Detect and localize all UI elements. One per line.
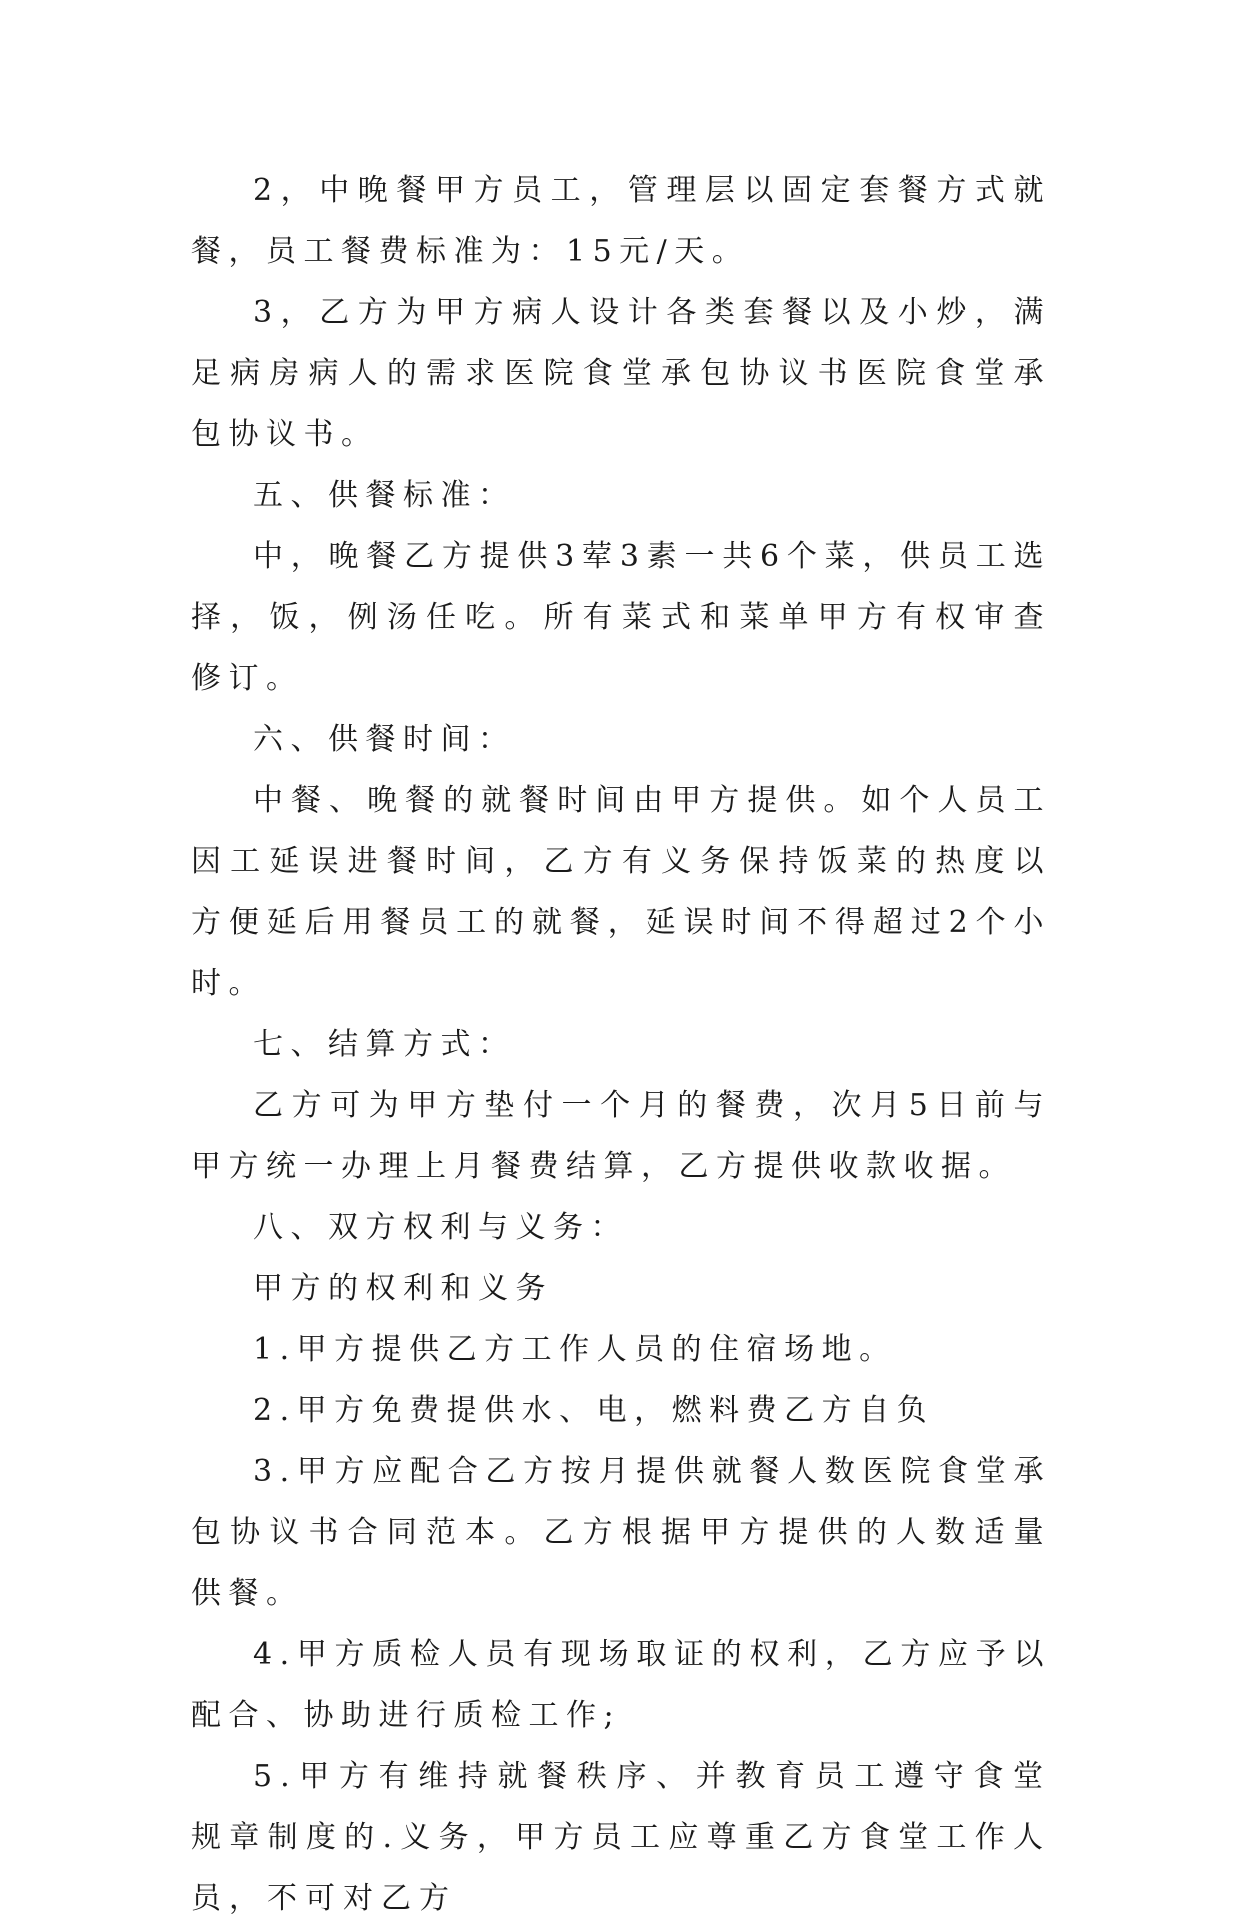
list-item-utilities: 2.甲方免费提供水、电，燃料费乙方自负 (253, 1393, 935, 1428)
list-item-quality-inspection: 4.甲方质检人员有现场取证的权利，乙方应予以配合、协助进行质检工作; (191, 1637, 1051, 1733)
list-item-dining-order: 5.甲方有维持就餐秩序、并教育员工遵守食堂规章制度的.义务，甲方员工应尊重乙方食堂工作人员，不可对乙方 (191, 1759, 1051, 1916)
document-body (191, 160, 1051, 1929)
section-heading-rights-obligations: 八、双方权利与义务： (253, 1210, 628, 1245)
section-heading-meal-standard: 五、供餐标准： (253, 478, 516, 513)
paragraph-meal-standard-staff: 2，中晚餐甲方员工，管理层以固定套餐方式就餐，员工餐费标准为：15元/天。 (191, 173, 1051, 269)
list-item-headcount: 3.甲方应配合乙方按月提供就餐人数医院食堂承包协议书合同范本。乙方根据甲方提供的人数适量供餐。 (191, 1454, 1051, 1611)
paragraph-meal-time: 中餐、晚餐的就餐时间由甲方提供。如个人员工因工延误进餐时间，乙方有义务保持饭菜的热度以方便延后用餐员工的就餐，延误时间不得超过2个小时。 (191, 783, 1051, 1001)
paragraph-settlement: 乙方可为甲方垫付一个月的餐费，次月5日前与甲方统一办理上月餐费结算，乙方提供收款收据。 (191, 1088, 1051, 1184)
list-item-accommodation: 1.甲方提供乙方工作人员的住宿场地。 (253, 1332, 897, 1367)
section-heading-meal-time: 六、供餐时间： (253, 722, 516, 757)
section-heading-settlement: 七、结算方式： (253, 1027, 516, 1062)
subheading-party-a-rights: 甲方的权利和义务 (253, 1271, 553, 1306)
paragraph-menu: 中，晚餐乙方提供3荤3素一共6个菜，供员工选择，饭，例汤任吃。所有菜式和菜单甲方有权审查修订。 (191, 539, 1051, 696)
paragraph-patient-meals: 3，乙方为甲方病人设计各类套餐以及小炒，满足病房病人的需求医院食堂承包协议书医院食堂承包协议书。 (191, 295, 1051, 452)
